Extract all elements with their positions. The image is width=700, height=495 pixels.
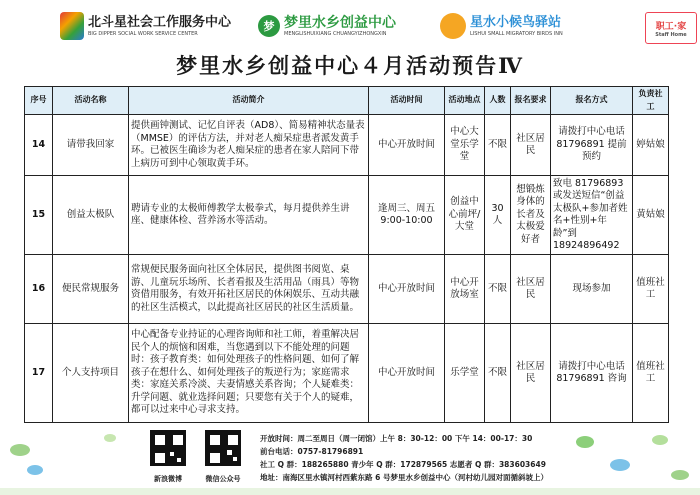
col-header-place: 活动地点 xyxy=(445,87,485,115)
table-row xyxy=(25,115,669,176)
col-header-num: 序号 xyxy=(25,87,53,115)
chuangyi-logo-icon: 梦 xyxy=(258,15,280,37)
decorative-leaves-icon xyxy=(0,420,700,495)
row-desc: 常规便民服务面向社区全体居民，提供图书阅览、桌游、儿童玩乐场所、长者看报及生活用品（雨具）等物资借用服务，有效开拓社区居民的休闲娱乐、互动共融的社区生活模式，以此提高社区居民的社区生活质量。 xyxy=(129,255,369,324)
row-req: 想锻炼身体的长者及太极爱好者 xyxy=(511,176,551,255)
row-count: 30 人 xyxy=(485,176,511,255)
row-desc: 中心配备专业持证的心理咨询师和社工师，着重解决居民个人的烦恼和困难，当您遇到以下不能处理的问题时：孩子教育类：如何处理孩子的性格问题、如何了解孩子在想什么、如何处理孩子的叛逆行为；家庭需求类：家庭关系冷淡、夫妻情感关系咨询；个人疑难类：升学问题、就业选择问题；只要您有关于个人的疑难，都可以过来中心寻求支持。 xyxy=(129,324,369,423)
table-row xyxy=(25,176,669,255)
table-row xyxy=(25,255,669,324)
logo-a-name: 北斗星社会工作服务中心 xyxy=(88,14,232,30)
logo-menglishuixiang xyxy=(258,6,396,46)
logo-a-english: BIG DIPPER SOCIAL WORK SERVICE CENTER xyxy=(88,30,198,37)
row-place: 创益中心前坪/大堂 xyxy=(445,176,485,255)
row-method: 请拨打中心电话81796891 提前预约 xyxy=(551,115,633,176)
row-method: 致电 81796893 或发送短信“创益太极队+参加者姓名+性别+年龄”到18924896492 xyxy=(551,176,633,255)
qr-code-weibo-icon xyxy=(150,430,186,466)
row-time: 中心开放时间 xyxy=(369,115,445,176)
table-row xyxy=(25,324,669,423)
row-time: 逢周三、周五 9:00-10:00 xyxy=(369,176,445,255)
row-staff: 黄姑娘 xyxy=(633,176,669,255)
row-name: 便民常规服务 xyxy=(53,255,129,324)
logo-d-english: Staff Home xyxy=(655,31,687,38)
col-header-name: 活动名称 xyxy=(53,87,129,115)
col-header-desc: 活动简介 xyxy=(129,87,369,115)
big-dipper-logo-icon xyxy=(60,12,84,40)
row-desc: 提供画钟测试、记忆自评表（AD8）、简易精神状态量表（MMSE）的评估方法，并对老人痴呆症患者派发黄手环。已被医生确诊为老人痴呆症的患者在家人陪同下带上病历可到中心领取黄手环。 xyxy=(129,115,369,176)
logo-d-name: 职工·家 xyxy=(655,21,687,32)
col-header-req: 报名要求 xyxy=(511,87,551,115)
logo-migratory-birds xyxy=(440,6,563,46)
qr-label-weibo: 新浪微博 xyxy=(154,475,182,483)
row-name: 个人支持项目 xyxy=(53,324,129,423)
opening-hours: 开放时间：周二至周日（周一闭馆）上午 8：30-12：00 下午 14：00-17：30 xyxy=(260,434,533,443)
row-req: 社区居民 xyxy=(511,324,551,423)
row-place: 中心大堂乐学堂 xyxy=(445,115,485,176)
row-num: 14 xyxy=(25,115,53,176)
row-req: 社区居民 xyxy=(511,255,551,324)
row-num: 17 xyxy=(25,324,53,423)
bird-logo-icon xyxy=(440,13,466,39)
col-header-time: 活动时间 xyxy=(369,87,445,115)
front-desk-phone: 前台电话：0757-81796891 xyxy=(260,447,364,456)
row-desc: 聘请专业的太极师傅教学太极拳式，每月提供养生讲座、健康体检、营养汤水等活动。 xyxy=(129,176,369,255)
row-time: 中心开放时间 xyxy=(369,255,445,324)
row-count: 不限 xyxy=(485,255,511,324)
logo-c-english: LISHUI SMALL MIGRATORY BIRDS INN xyxy=(470,30,563,37)
row-time: 中心开放时间 xyxy=(369,324,445,423)
row-staff: 值班社工 xyxy=(633,324,669,423)
row-name: 创益太极队 xyxy=(53,176,129,255)
row-name: 请带我回家 xyxy=(53,115,129,176)
logo-b-english: MENGLISHUIXIANG CHUANGYIZHONGXIN xyxy=(284,30,387,37)
schedule-table xyxy=(24,86,669,423)
header xyxy=(0,0,700,86)
col-header-staff: 负责社工 xyxy=(633,87,669,115)
page-title: 梦里水乡创益中心４月活动预告Ⅳ xyxy=(176,53,524,78)
logo-b-name: 梦里水乡创益中心 xyxy=(284,14,396,31)
qq-groups: 社工 Q 群：188265880 青少年 Q 群：172879565 志愿者 Q 群：383603649 xyxy=(260,460,546,469)
row-place: 中心开放场室 xyxy=(445,255,485,324)
row-method: 请拨打中心电话81796891 咨询 xyxy=(551,324,633,423)
row-num: 15 xyxy=(25,176,53,255)
row-count: 不限 xyxy=(485,324,511,423)
address: 地址：南海区里水镇河村西紫东路 6 号梦里水乡创益中心（河村幼儿园对面循斜坡上） xyxy=(260,473,548,482)
row-place: 乐学堂 xyxy=(445,324,485,423)
qr-code-wechat-icon xyxy=(205,430,241,466)
row-num: 16 xyxy=(25,255,53,324)
row-req: 社区居民 xyxy=(511,115,551,176)
col-header-count: 人数 xyxy=(485,87,511,115)
row-method: 现场参加 xyxy=(551,255,633,324)
row-staff: 值班社工 xyxy=(633,255,669,324)
row-staff: 婷姑娘 xyxy=(633,115,669,176)
logo-big-dipper xyxy=(60,6,231,46)
row-count: 不限 xyxy=(485,115,511,176)
footer xyxy=(0,420,700,495)
col-header-method: 报名方式 xyxy=(551,87,633,115)
qr-label-wechat: 微信公众号 xyxy=(205,475,241,483)
logo-staff-home xyxy=(645,12,697,44)
table-header-row xyxy=(25,87,669,115)
logo-c-name: 星水小候鸟驿站 xyxy=(470,14,562,30)
